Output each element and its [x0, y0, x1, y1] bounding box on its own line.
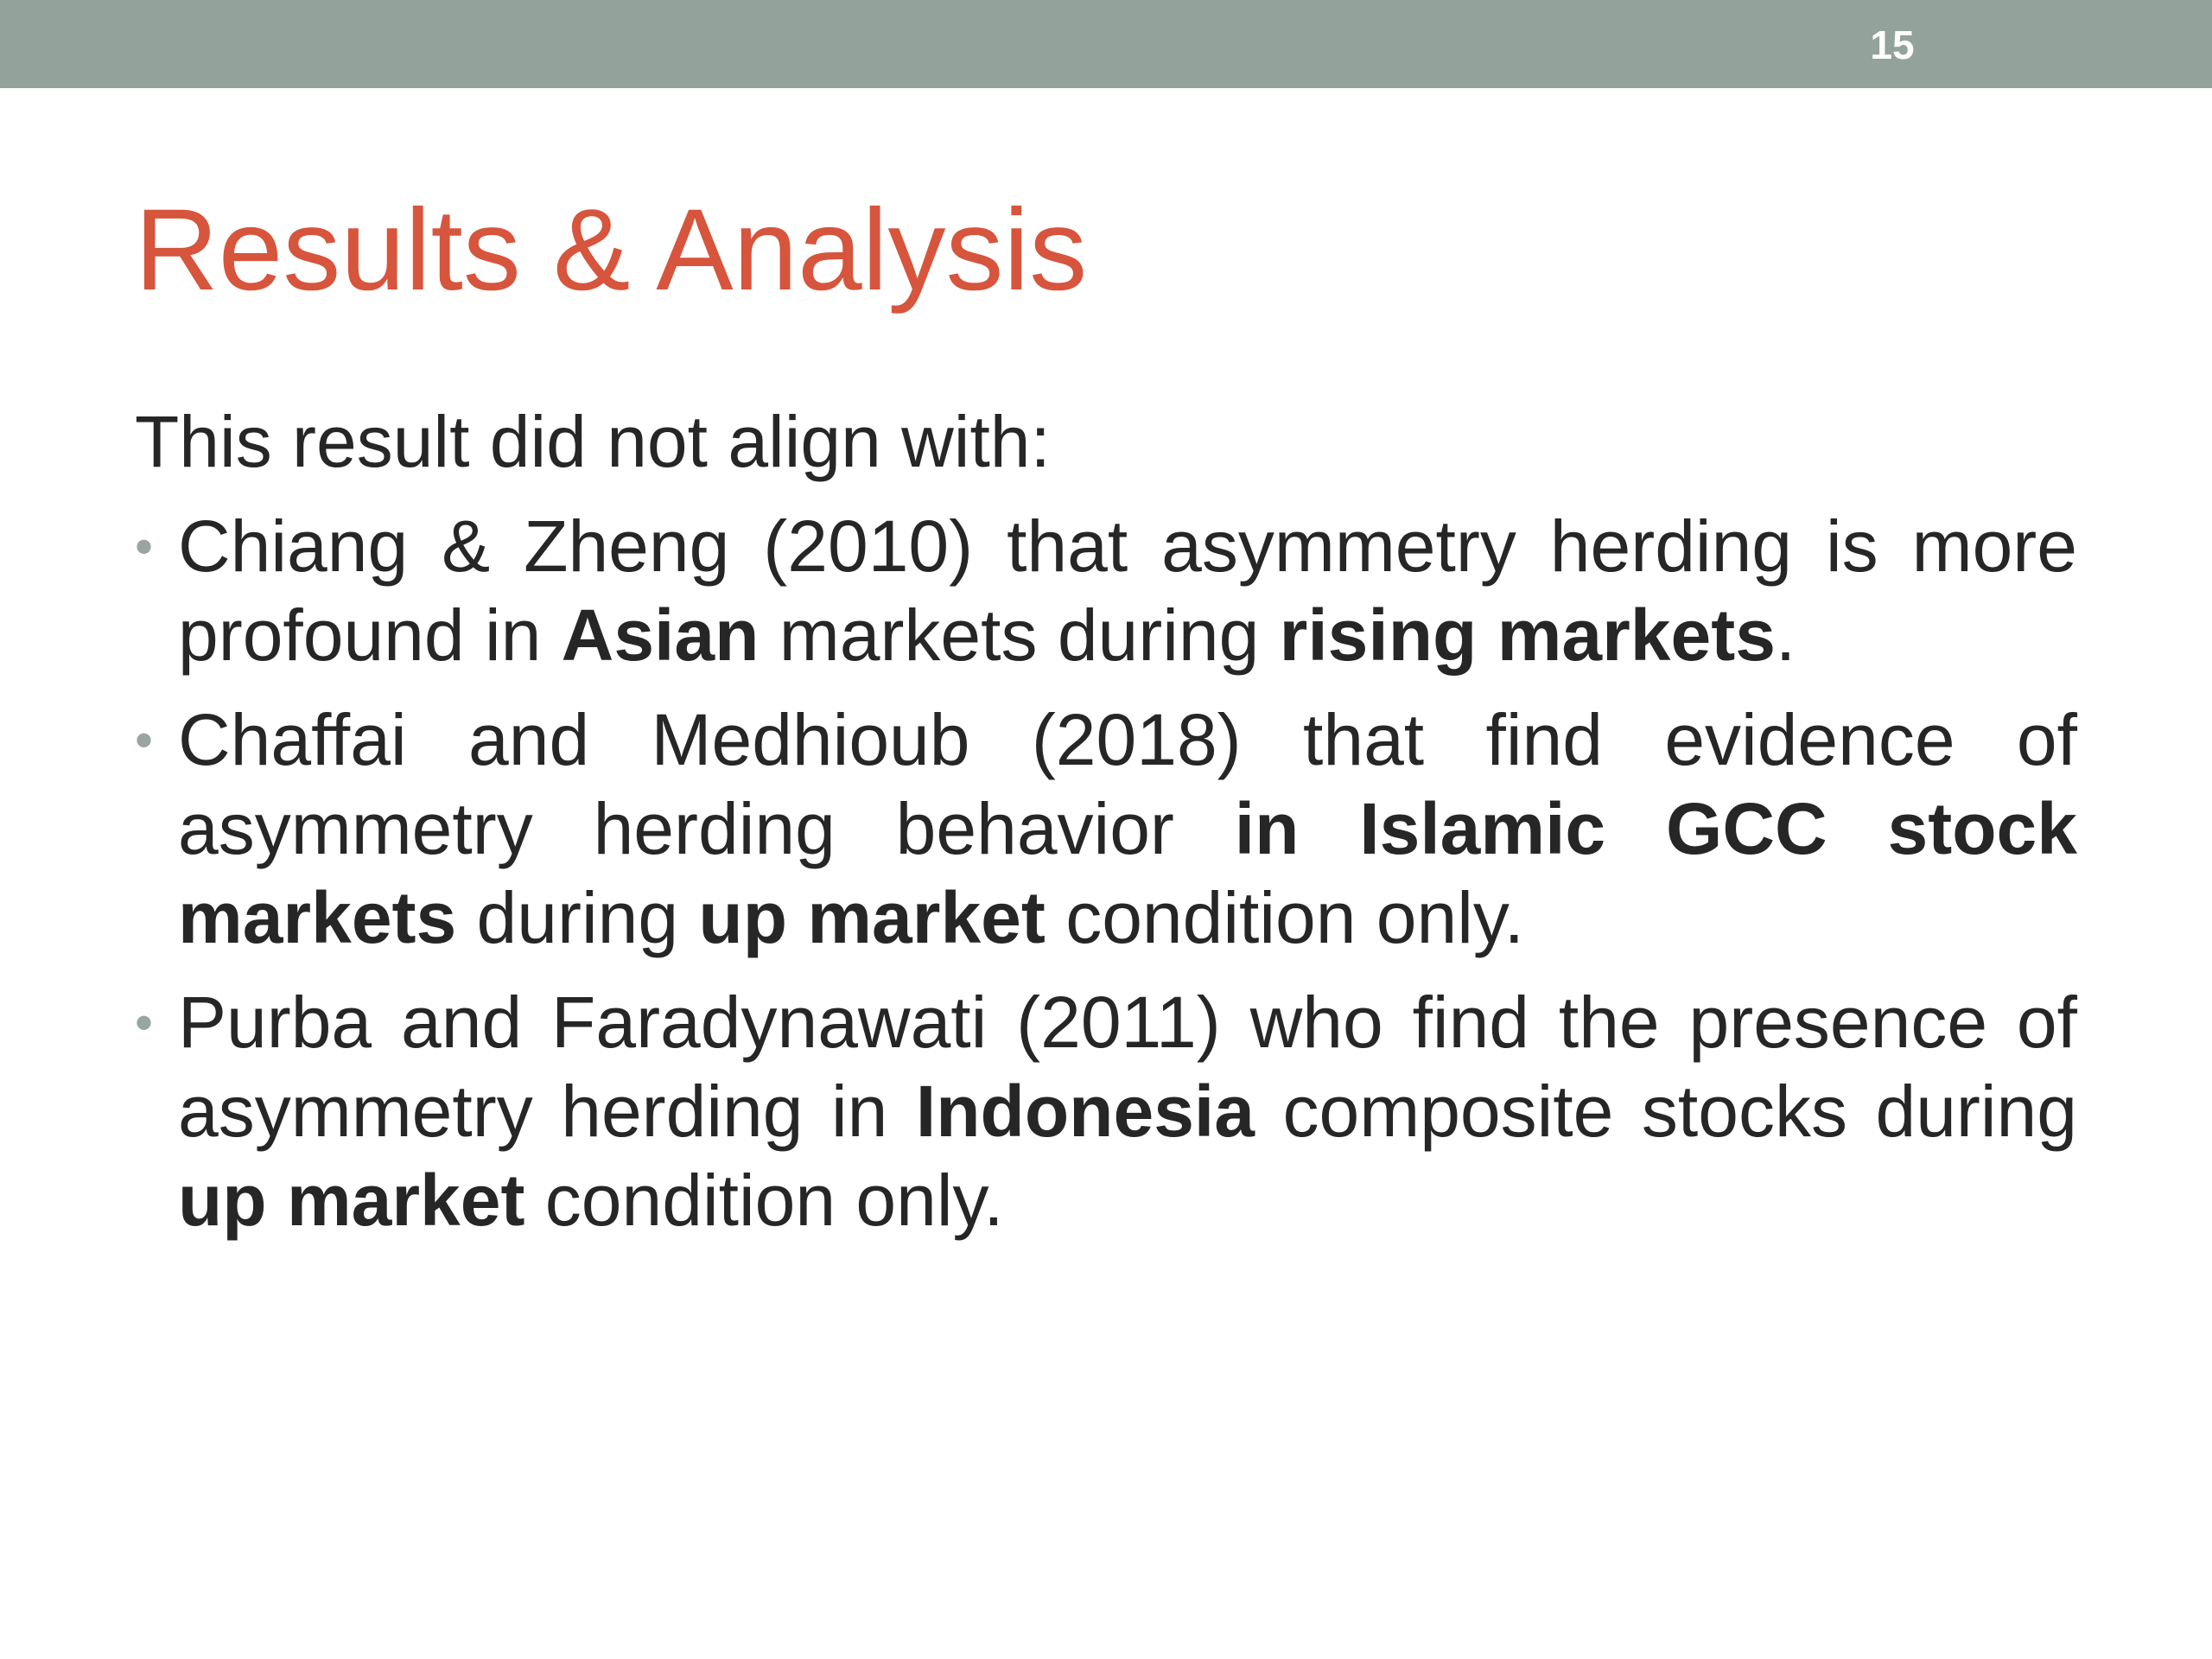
bullet-item-purba-faradynawati: [135, 978, 2077, 1245]
bullet-text: Chaffai and Medhioub (2018) that find evidence of asymmetry herding behavior: [178, 699, 2077, 869]
top-bar: [0, 0, 2212, 88]
bullet-icon: •: [135, 518, 154, 575]
bullet-text: condition only.: [1045, 877, 1524, 958]
bullet-bold-text: Asian: [561, 594, 760, 676]
bullet-list: [135, 502, 2077, 1245]
bullet-item-chaffai-medhioub: [135, 696, 2077, 963]
bullet-bold-text: in Islamic GCC stock markets: [178, 788, 2077, 958]
bullet-bold-text: up market: [178, 1160, 525, 1241]
bullet-item-chiang-zheng: [135, 502, 2077, 680]
bullet-text: markets during: [759, 594, 1280, 676]
slide-title: Results & Analysis: [135, 186, 1088, 315]
bullet-text: during: [456, 877, 699, 958]
bullet-text: Purba and Faradynawati (2011) who find the presence of asymmetry herding in: [178, 982, 2077, 1152]
bullet-text: .: [1775, 594, 1796, 676]
slide-number: 15: [1870, 22, 1915, 67]
bullet-icon: •: [135, 711, 154, 769]
bullet-text: condition only.: [524, 1160, 1004, 1241]
bullet-bold-text: up market: [698, 877, 1046, 958]
bullet-icon: •: [135, 994, 154, 1052]
slide-content: [135, 397, 2077, 1261]
bullet-bold-text: rising markets: [1279, 594, 1776, 676]
bullet-text: Chiang & Zheng (2010) that asymmetry herding is more profound in: [178, 505, 2077, 676]
bullet-text: composite stocks during: [1254, 1071, 2077, 1152]
intro-text: This result did not align with:: [135, 401, 1051, 482]
bullet-bold-text: Indonesia: [915, 1071, 1255, 1152]
